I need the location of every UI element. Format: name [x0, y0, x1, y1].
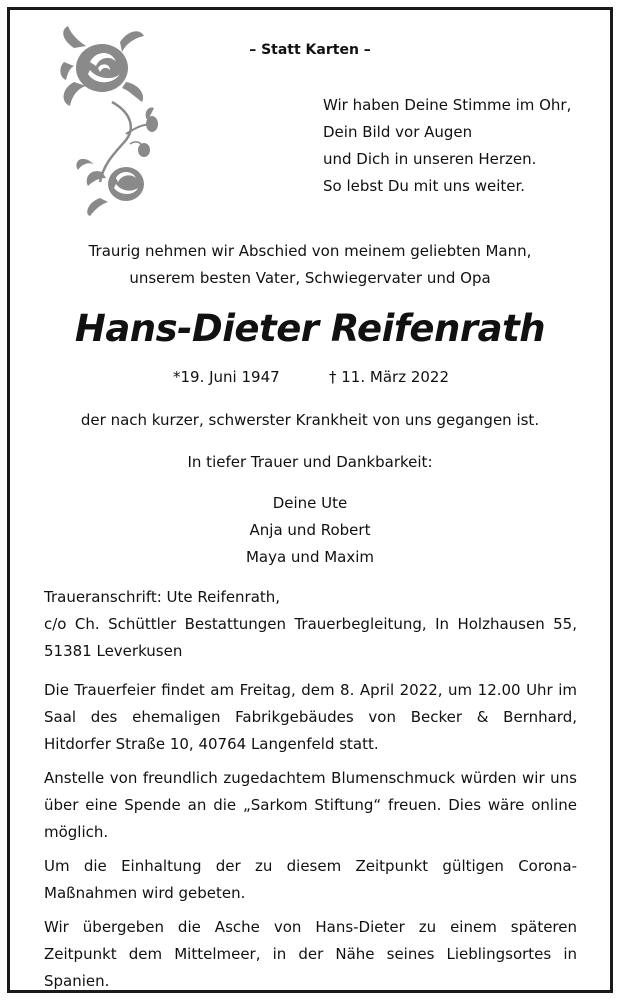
address-line: Traueranschrift: Ute Reifenrath,	[44, 588, 281, 606]
passed-away-text: der nach kurzer, schwerster Krankheit von uns gegangen ist.	[80, 411, 540, 429]
family-member: Anja und Robert	[249, 521, 371, 539]
family-member: Deine Ute	[272, 494, 348, 512]
intro-line: unserem besten Vater, Schwiegervater und Opa	[129, 269, 491, 287]
corona-paragraph: Um die Einhaltung der zu diesem Zeitpunkt gültigen Corona-Maßnahmen wird gebeten.	[44, 857, 577, 902]
information-paragraphs	[44, 677, 577, 1002]
poem-line: Dein Bild vor Augen	[323, 123, 473, 141]
address-line: c/o Ch. Schüttler Bestattungen Trauerbegleitung, In Holzhausen 55,	[44, 615, 577, 633]
statt-karten-heading: – Statt Karten –	[249, 42, 371, 58]
poem	[323, 92, 571, 200]
death-date: † 11. März 2022	[329, 368, 450, 386]
poem-line: So lebst Du mit uns weiter.	[323, 177, 526, 195]
mourning-address	[44, 584, 577, 665]
mourning-text: In tiefer Trauer und Dankbarkeit:	[187, 453, 433, 471]
family-members	[0, 490, 620, 571]
rose-illustration-icon	[60, 22, 170, 218]
family-member: Maya und Maxim	[245, 548, 375, 566]
intro-line: Traurig nehmen wir Abschied von meinem geliebten Mann,	[88, 242, 532, 260]
intro-text	[0, 238, 620, 292]
address-line: 51381 Leverkusen	[44, 642, 183, 660]
poem-line: und Dich in unseren Herzen.	[323, 150, 537, 168]
deceased-name: Hans-Dieter Reifenrath	[74, 307, 546, 350]
ashes-paragraph: Wir übergeben die Asche von Hans-Dieter zu einem späteren Zeitpunkt dem Mittelmeer, in der Nähe seines Lieblingsortes in Spanien.	[44, 918, 577, 990]
poem-line: Wir haben Deine Stimme im Ohr,	[323, 96, 572, 114]
donation-paragraph: Anstelle von freundlich zugedachtem Blumenschmuck würden wir uns über eine Spende an die „Sarkom Stiftung“ freuen. Dies wäre online möglich.	[44, 769, 577, 841]
funeral-service-paragraph: Die Trauerfeier findet am Freitag, dem 8. April 2022, um 12.00 Uhr im Saal des ehemaligen Fabrikgebäudes von Becker & Bernhard, Hitdorfer Straße 10, 40764 Langenfeld statt.	[44, 681, 577, 753]
birth-date: *19. Juni 1947	[173, 368, 280, 386]
